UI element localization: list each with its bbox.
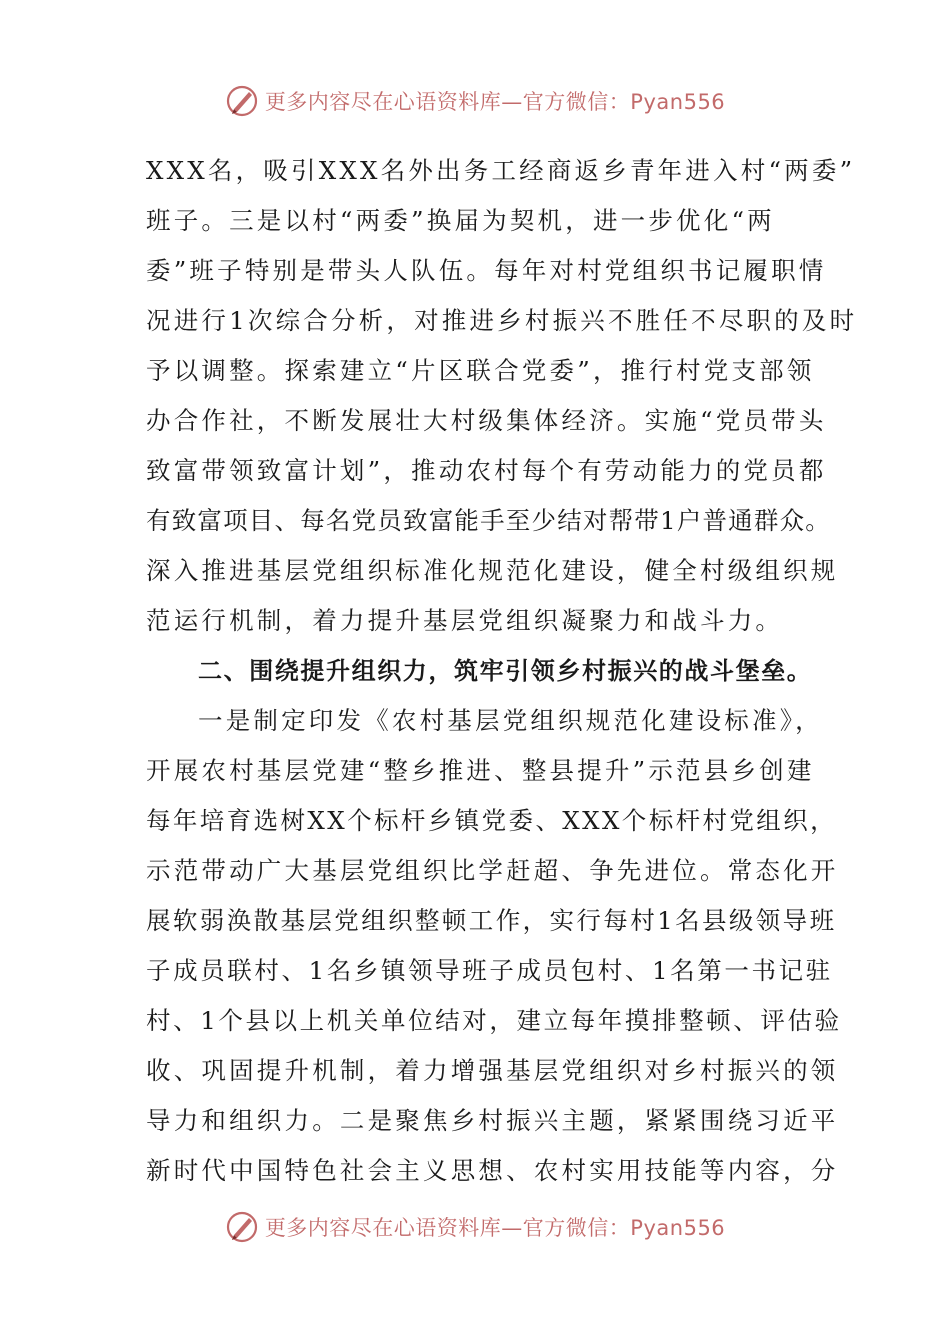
text-line: 收、巩固提升机制，着力增强基层党组织对乡村振兴的领: [146, 1056, 839, 1085]
document-page: [146, 146, 858, 1196]
text-line: 子成员联村、1名乡镇领导班子成员包村、1名第一书记驻: [146, 956, 833, 985]
footer-watermark: [0, 1210, 950, 1244]
text-line: 致富带领致富计划”，推动农村每个有劳动能力的党员都: [146, 456, 827, 485]
text-line: 深入推进基层党组织标准化规范化建设，健全村级组织规: [146, 556, 839, 585]
text-line: 班子。三是以村“两委”换届为契机，进一步优化“两: [146, 206, 775, 235]
text-line: 予以调整。探索建立“片区联合党委”，推行村党支部领: [146, 356, 815, 385]
text-line: 每年培育选树XX个标杆乡镇党委、XXX个标杆村党组织，: [146, 806, 838, 835]
text-line: 村、1个县以上机关单位结对，建立每年摸排整顿、评估验: [146, 1006, 842, 1035]
paragraph-1: [146, 146, 858, 646]
text-line: 一是制定印发《农村基层党组织规范化建设标准》，: [198, 706, 823, 735]
section-heading: 二、围绕提升组织力，筑牢引领乡村振兴的战斗堡垒。: [198, 657, 813, 685]
text-line: 有致富项目、每名党员致富能手至少结对帮带1户普通群众。: [146, 506, 831, 535]
text-line: 委”班子特别是带头人队伍。每年对村党组织书记履职情: [146, 256, 827, 285]
paragraph-2: [146, 696, 842, 1196]
watermark-text: 更多内容尽在心语资料库—官方微信：Pyan556: [264, 1216, 726, 1240]
text-line: 况进行1次综合分析，对推进乡村振兴不胜任不尽职的及时: [146, 306, 858, 335]
text-line: 办合作社，不断发展壮大村级集体经济。实施“党员带头: [146, 406, 827, 435]
watermark-text: 更多内容尽在心语资料库—官方微信：Pyan556: [264, 90, 726, 114]
text-line: 导力和组织力。二是聚焦乡村振兴主题，紧紧围绕习近平: [146, 1106, 839, 1135]
pen-seal-icon: [225, 1210, 259, 1244]
text-line: 新时代中国特色社会主义思想、农村实用技能等内容，分: [146, 1156, 839, 1185]
text-line: 范运行机制，着力提升基层党组织凝聚力和战斗力。: [146, 606, 784, 635]
header-watermark: [0, 84, 950, 118]
pen-seal-icon: [225, 84, 259, 118]
text-line: 示范带动广大基层党组织比学赶超、争先进位。常态化开: [146, 856, 839, 885]
text-line: 开展农村基层党建“整乡推进、整县提升”示范县乡创建: [146, 756, 815, 785]
text-line: 展软弱涣散基层党组织整顿工作，实行每村1名县级领导班: [146, 906, 837, 935]
text-line: XXX名，吸引XXX名外出务工经商返乡青年进入村“两委”: [146, 156, 856, 185]
